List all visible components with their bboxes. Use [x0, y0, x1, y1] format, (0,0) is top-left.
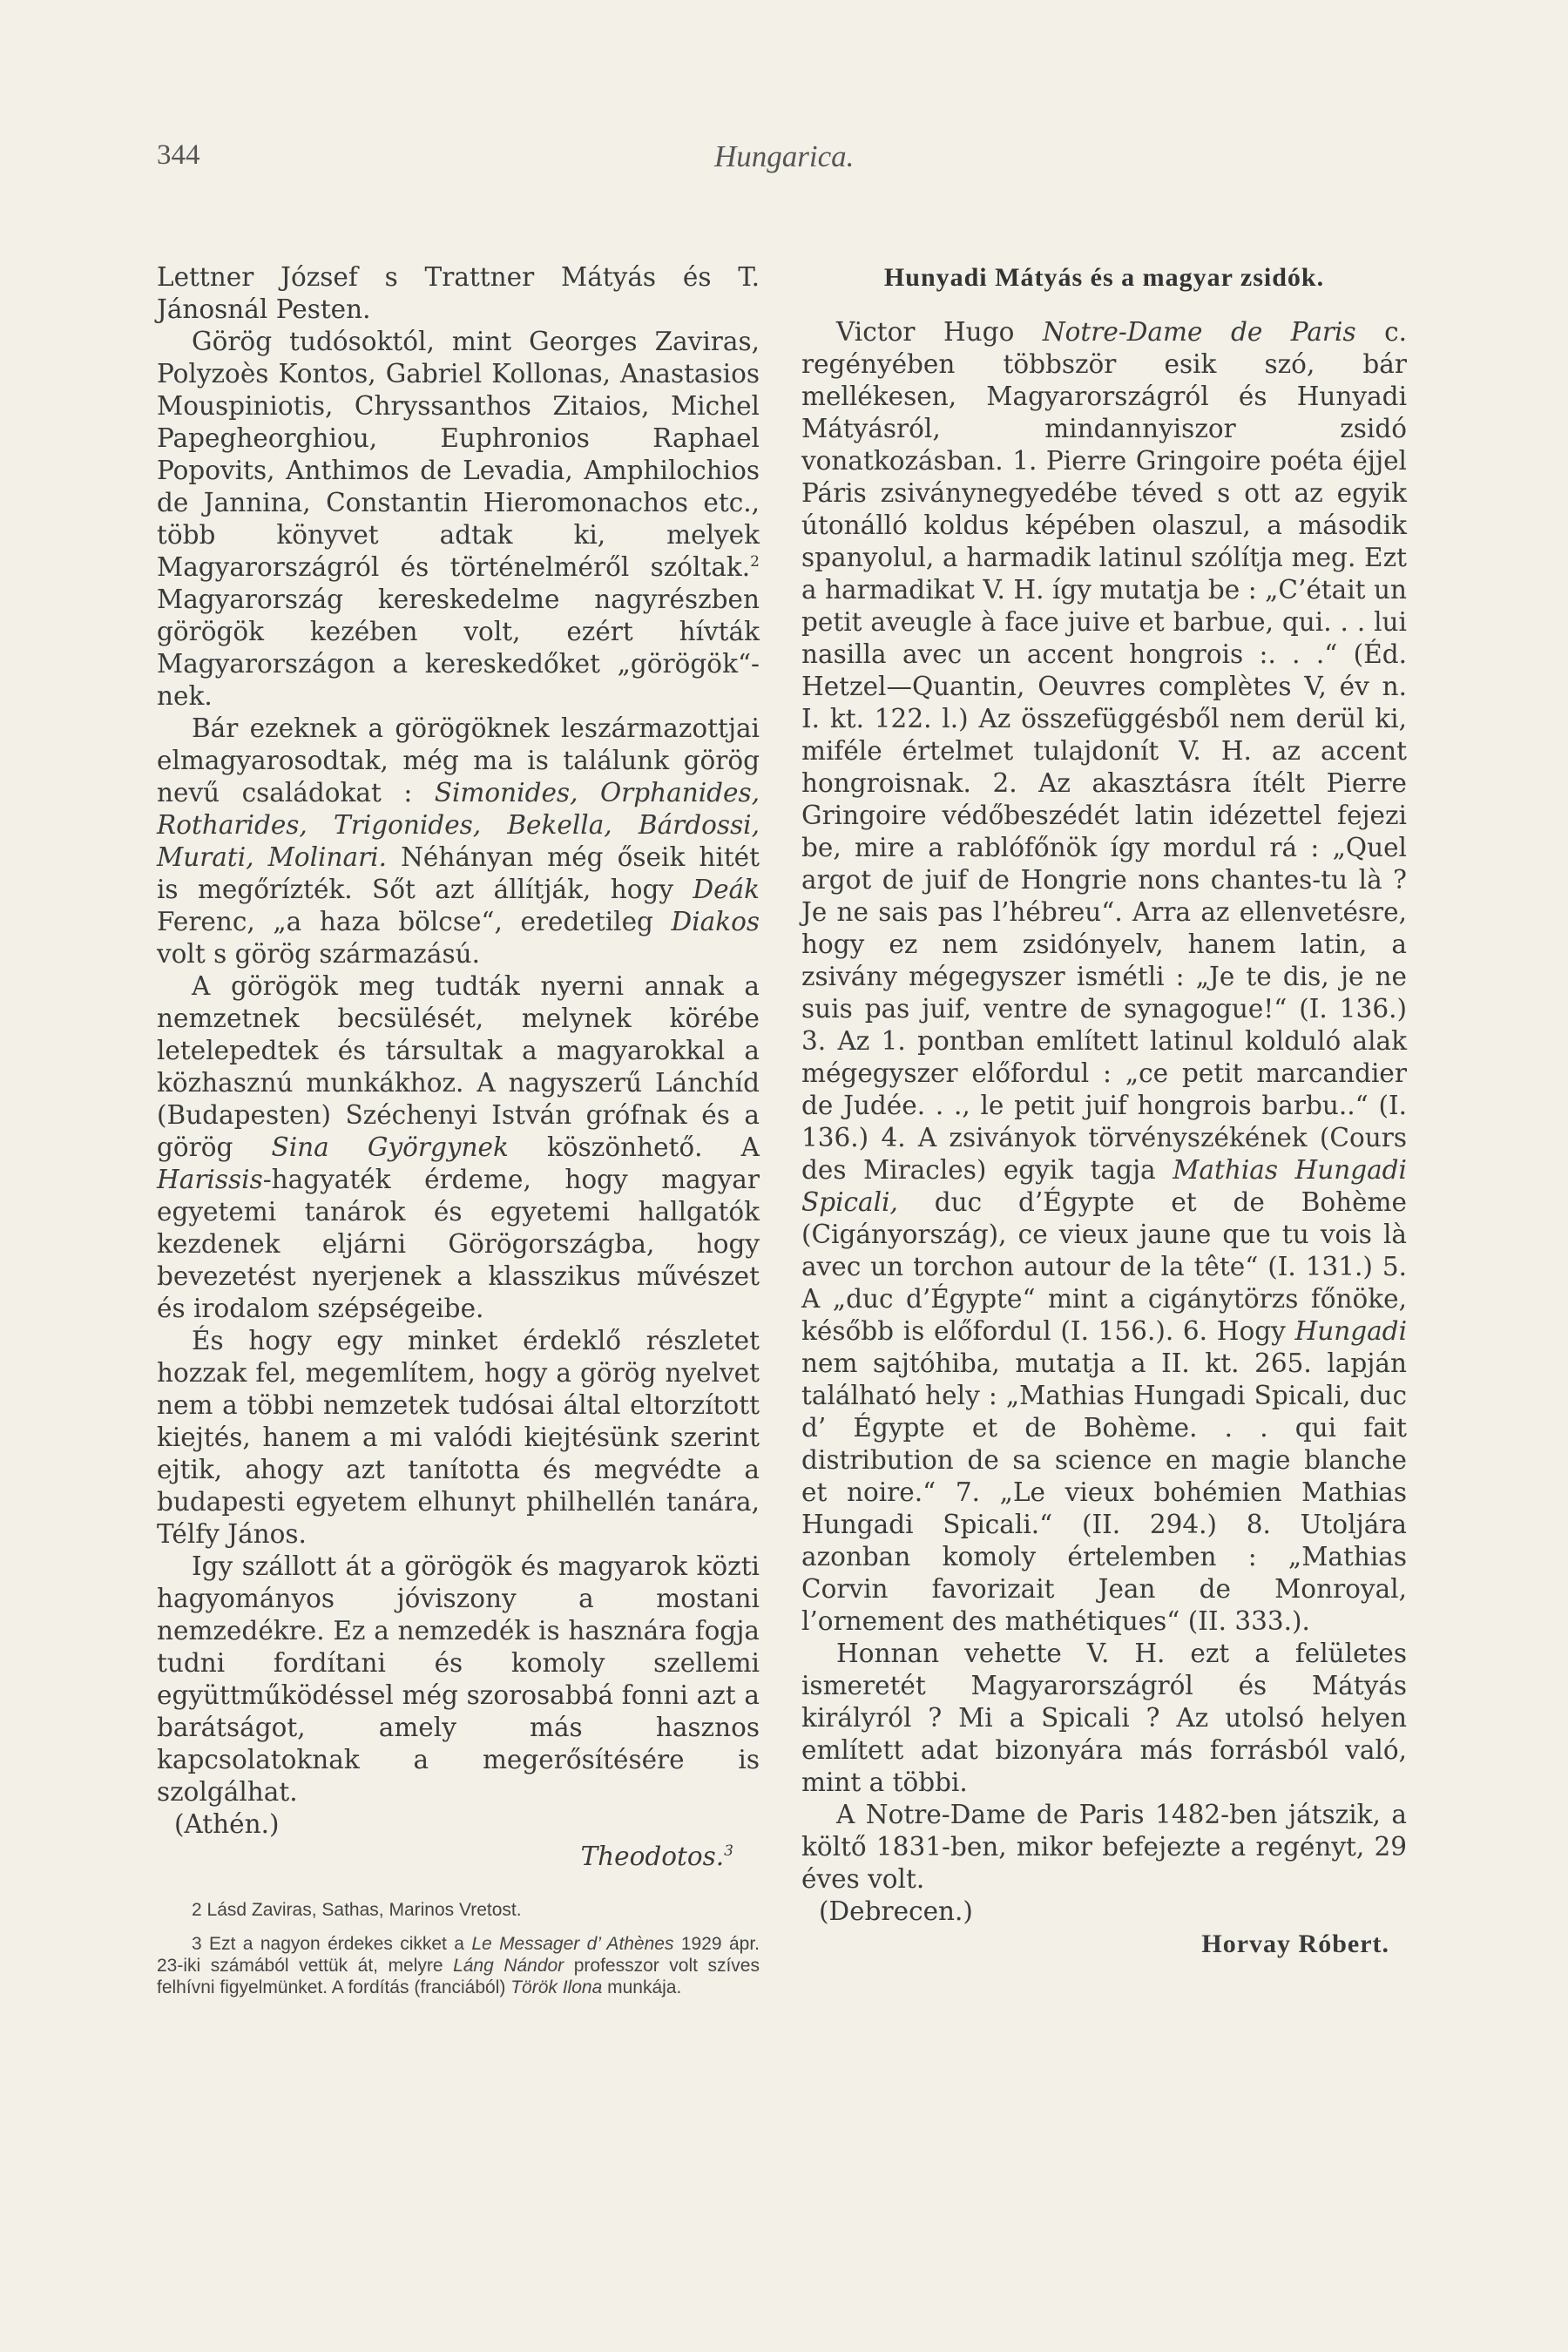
left-column [157, 261, 760, 2011]
text: duc d’Égypte et de Bohème (Cigányország), ce vieux jaune que tu vois là avec un torchon autour de la tête“ (I. 131.) 5. A „duc d’Égypte“ mint a cigánytörzs főnöke, később is előfordul (I. 156.). 6. Hogy [801, 1187, 1407, 1346]
text: Bár ezeknek a görögöknek leszármazottjai elmagyarosodtak, még ma is találunk görög nevű családokat : [157, 713, 760, 808]
footnote-ref: 3 [724, 1842, 733, 1861]
name-torok: Török Ilona [510, 1977, 603, 1997]
page-number: 344 [157, 139, 200, 171]
footnote [157, 1933, 760, 1998]
name-sina: Sina Györgynek [271, 1132, 509, 1162]
paragraph [801, 316, 1407, 1638]
text: -hagyaték érdeme, hogy magyar egyetemi tanárok és egyetemi hallgatók kezdenek eljárni Görögországba, hogy bevezetést nyerjenek a klasszikus művészet és irodalom szépségeibe. [157, 1165, 760, 1323]
text: Victor Hugo [836, 317, 1043, 347]
text: Görög tudósoktól, mint Georges Zaviras, Polyzoès Kontos, Gabriel Kollonas, Anastasios Mouspiniotis, Chryssanthos Zitaios, Michel Papegheorghiou, Euphronios Raphael Popovits, Anthimos de Levadia, Amphilochios de Jannina, Constantin Hieromonachos etc., több könyvet adtak ki, melyek Magyarországról és történelméről szóltak. [157, 327, 760, 582]
paragraph: Lettner József s Trattner Mátyás és T. Jánosnál Pesten. [157, 262, 760, 324]
journal-title: Le Messager d’ Athènes [471, 1934, 674, 1954]
paragraph [157, 326, 760, 713]
author-signature [157, 1841, 760, 1873]
paragraph: És hogy egy minket érdeklő részletet hozzak fel, megemlítem, hogy a görög nyelvet nem a többi nemzetek tudósai által eltorzított kiejtés, hanem a mi valódi kiejtésünk szerint ejtik, ahogy azt tanította és megvédte a budapesti egyetem elhunyt philhellén tanára, Télfy János. [157, 1326, 760, 1549]
footnotes [157, 1899, 760, 1998]
text: Magyarország kereskedelme nagyrészben görögök kezében volt, ezért hívták Magyarországon a kereskedőket „görögök“-nek. [157, 585, 760, 711]
text: munkája. [602, 1977, 682, 1997]
section-title: Hunyadi Mátyás és a magyar zsidók. [883, 263, 1325, 292]
name-diakos: Diakos [671, 907, 760, 936]
text: A görögök meg tudták nyerni annak a nemzetnek becsülését, melynek körébe letelepedtek és társultak a magyarokkal a közhasznú munkákhoz. A nagyszerű Lánchíd (Budapesten) Széchenyi István grófnak és a görög [157, 971, 760, 1162]
name-hungadi: Hungadi [1294, 1316, 1407, 1346]
author-signature: Horvay Róbert. [1201, 1930, 1389, 1958]
signature-text: Theodotos. [580, 1842, 725, 1871]
name-deak: Deák [693, 875, 760, 904]
place-note: (Athén.) [174, 1809, 280, 1839]
family-names: Simonides, Orphanides, Rotharides, Trigonides, Bekella, Bárdossi, Murati, Molinari. [157, 778, 760, 872]
running-title: Hungarica. [714, 139, 855, 173]
text: Néhányan még őseik hitét is megőrízték. Sőt azt állítják, hogy [157, 842, 760, 904]
paragraph [157, 713, 760, 970]
paragraph: A Notre-Dame de Paris 1482-ben játszik, a költő 1831-ben, mikor befejezte a regényt, 29 éves volt. [801, 1800, 1407, 1894]
text: volt s görög származású. [157, 939, 480, 969]
text: 3 Ezt a nagyon érdekes cikket a [192, 1934, 472, 1954]
paragraph: Honnan vehette V. H. ezt a felületes ismeretét Magyarországról és Mátyás királyról ? Mi a Spicali ? Az utolsó helyen említett adat bizonyára más forrásból való, mint a többi. [801, 1639, 1407, 1797]
name-harissis: Harissis [157, 1165, 263, 1194]
right-column [801, 261, 1407, 1960]
text: 1929 ápr. 23-iki számából vettük át, melyre [157, 1934, 760, 1976]
paragraph [157, 970, 760, 1325]
text: professzor volt szíves felhívni figyelmünket. A fordítás (franciából) [157, 1956, 760, 1997]
place-note: (Debrecen.) [819, 1896, 973, 1926]
text: köszönhető. A [508, 1132, 760, 1162]
text: Ferenc, „a haza bölcse“, eredetileg [157, 907, 672, 936]
paragraph: Igy szállott át a görögök és magyarok közti hagyományos jóviszony a mostani nemzedékre. Ez a nemzedék is hasznára fogja tudni fordítani és komoly szellemi együttműködéssel még szorosabbá fonni azt a barátságot, amely más hasznos kapcsolatoknak a megerősítésére is szolgálhat. [157, 1551, 760, 1807]
name-lang: Láng Nándor [453, 1956, 564, 1976]
text: nem sajtóhiba, mutatja a II. kt. 265. lapján található hely : „Mathias Hungadi Spicali, duc d’ Égypte et de Bohème. . . qui fait distribution de sa science en magie blanche et noire.“ 7. „Le vieux bohémien Mathias Hungadi Spicali.“ (II. 294.) 8. Utoljára azonban komoly értelemben : „Mathias Corvin favorizait Jean de Monroyal, l’ornement des mathétiques“ (II. 333.). [801, 1348, 1407, 1636]
page-header [0, 139, 1568, 183]
footnote: 2 Lásd Zaviras, Sathas, Marinos Vretost. [192, 1900, 522, 1920]
work-title: Notre-Dame de Paris [1042, 317, 1356, 347]
footnote-ref: 2 [750, 553, 760, 571]
text: c. regényében többször esik szó, bár mellékesen, Magyarországról és Hunyadi Mátyásról, mindannyiszor zsidó vonatkozásban. 1. Pierre Gringoire poéta éjjel Páris zsiványnegyedébe téved s ott az egyik útonálló koldus képében olaszul, a második spanyolul, a harmadik latinul szólítja meg. Ezt a harmadikat V. H. így mutatja be : „C’était un petit aveugle à face juive et barbue, qui. . . lui nasilla avec un accent hongrois :. . .“ (Éd. Hetzel—Quantin, Oeuvres complètes V, év n. I. kt. 122. l.) Az összefüggésből nem derül ki, miféle értelmet tulajdonít V. H. az accent hongroisnak. 2. Az akasztásra ítélt Pierre Gringoire védőbeszédét latin idézettel fejezi be, mire a rablófőnök így mordul rá : „Quel argot de juif de Hongrie nons chantes-tu là ? Je ne sais pas l’hébreu“. Arra az ellenvetésre, hogy ez nem zsidónyelv, hanem latin, a zsivány mégegyszer ismétli : „Je te dis, je ne suis pas juif, ventre de synagogue!“ (I. 136.) 3. Az 1. pontban említett latinul kolduló alak mégegyszer előfordul : „ce petit marcandier de Judée. . ., le petit juif hongrois barbu..“ (I. 136.) 4. A zsiványok törvényszékének (Cours des Miracles) egyik tagja [801, 317, 1407, 1185]
name-mathias: Mathias Hungadi Spicali, [801, 1155, 1407, 1217]
